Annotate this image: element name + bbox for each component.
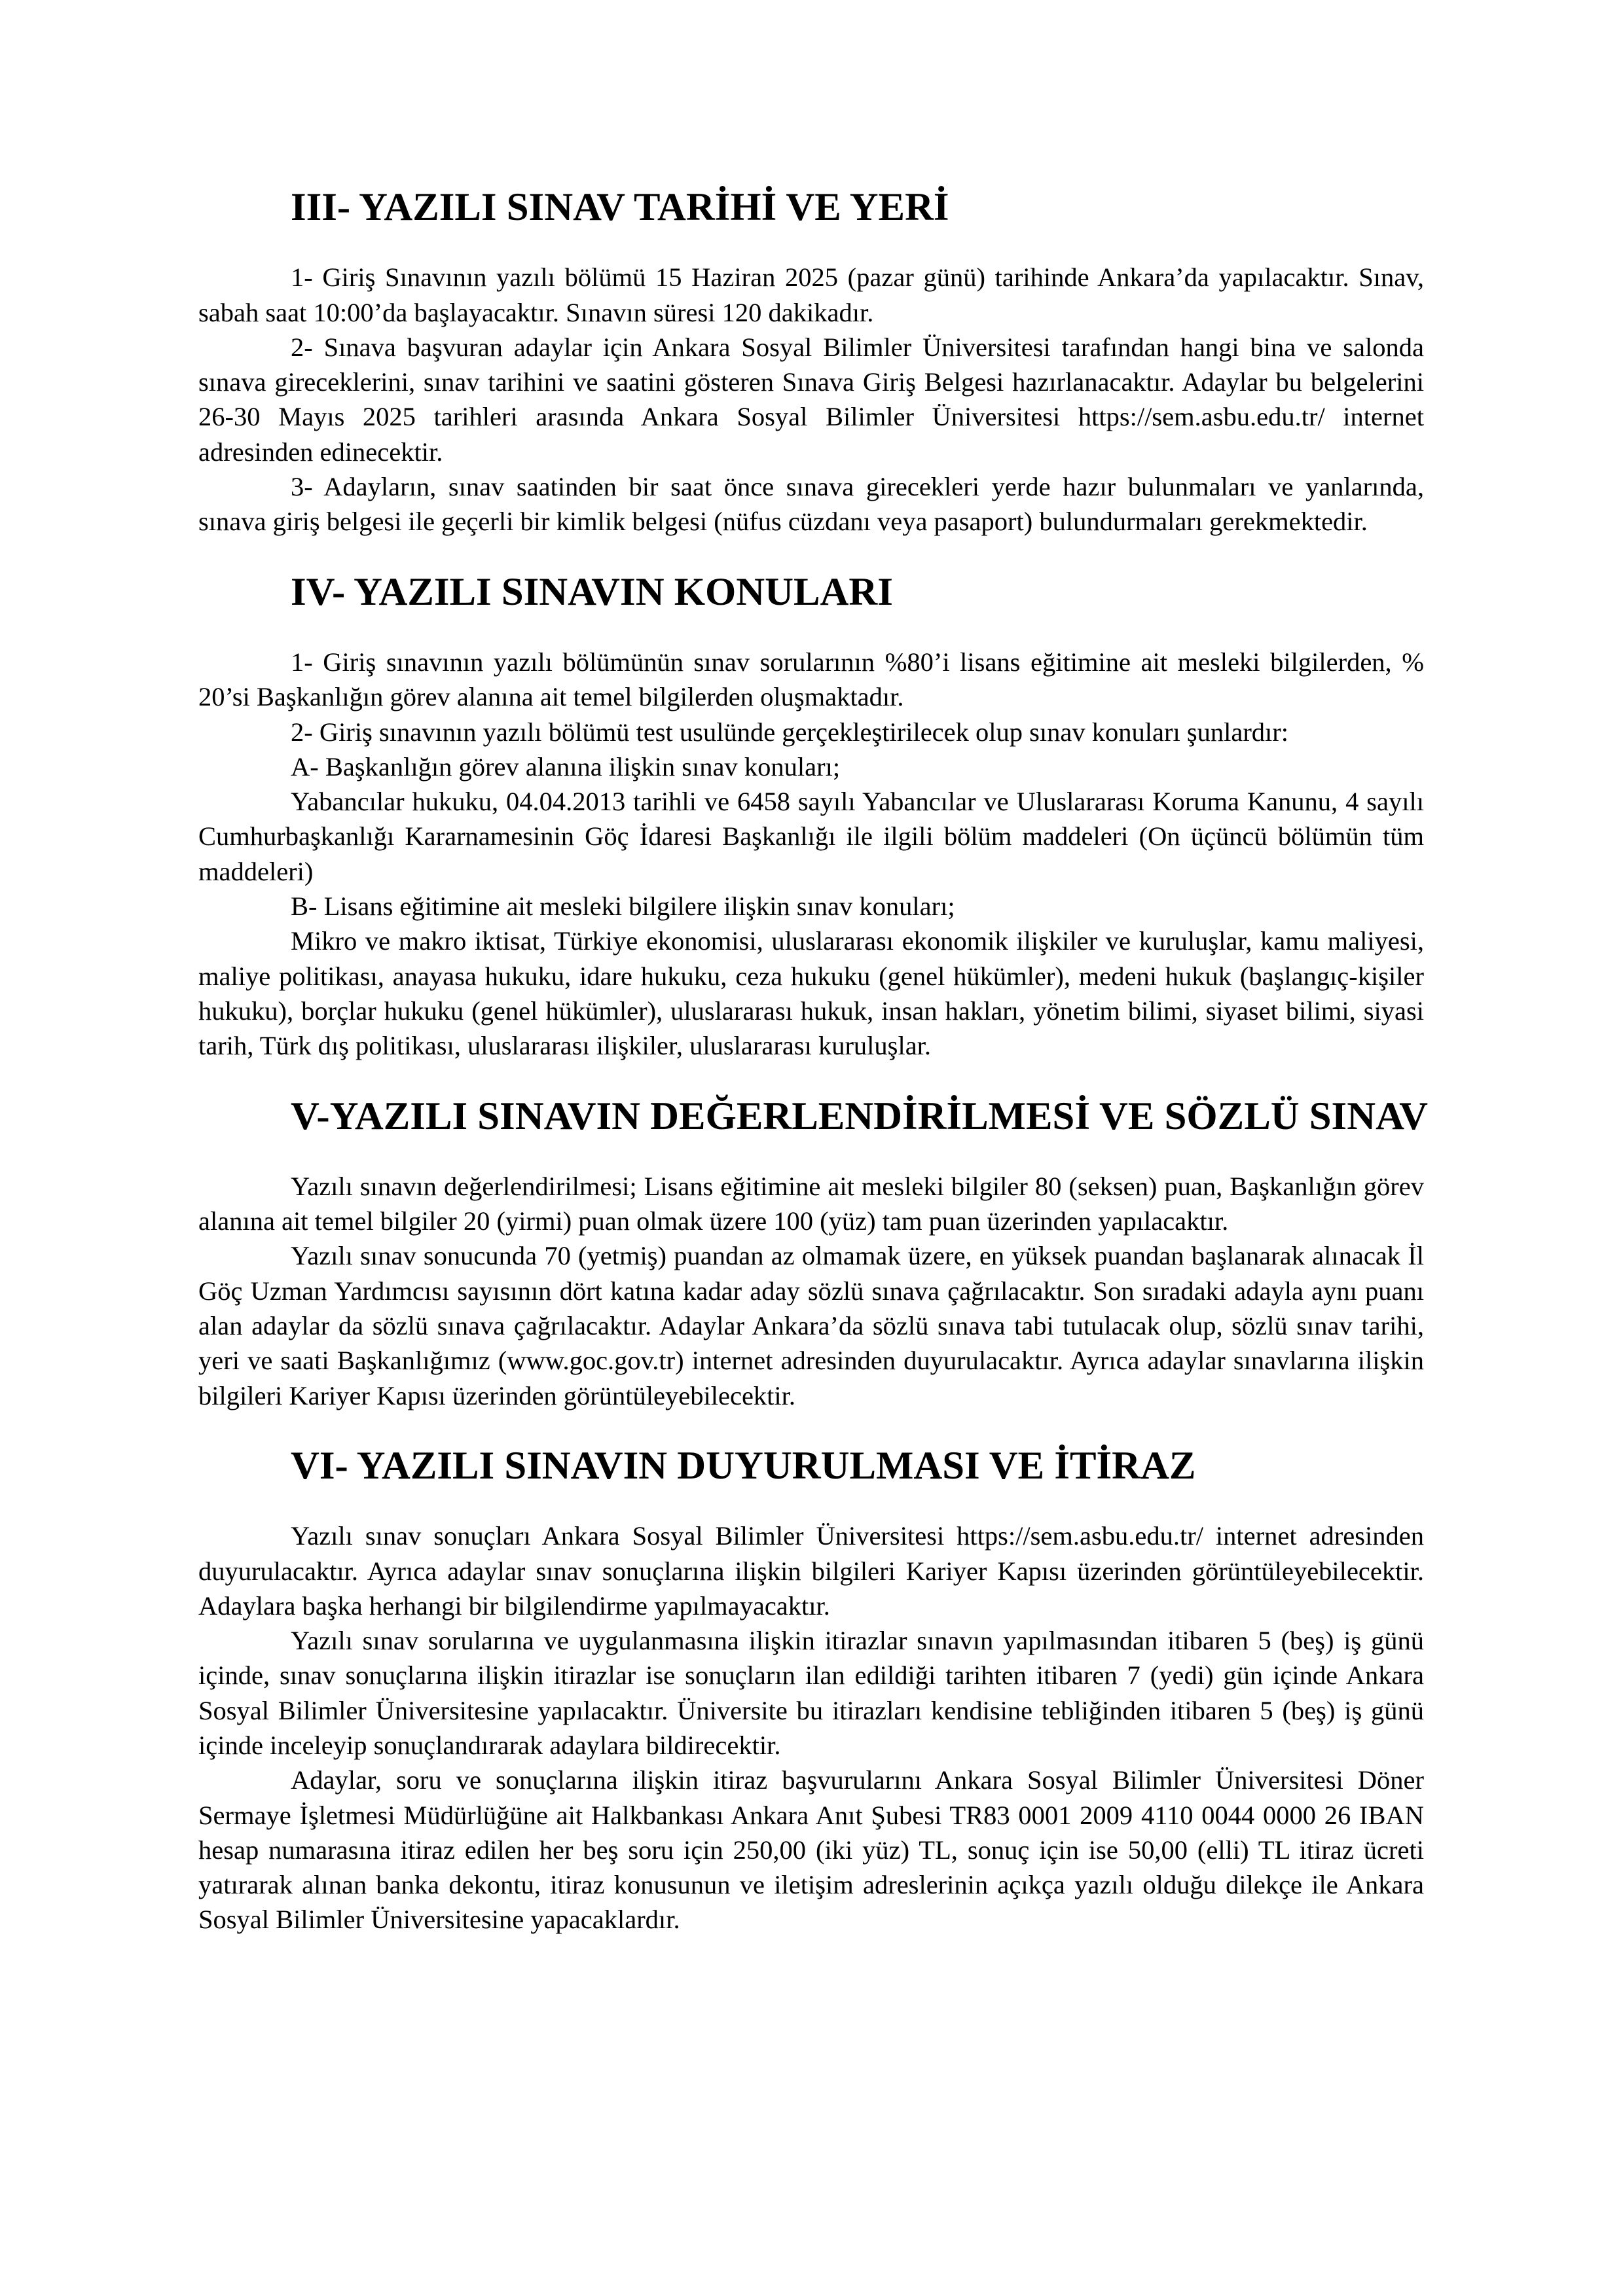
paragraph: A- Başkanlığın görev alanına ilişkin sınav konuları;: [291, 751, 841, 781]
section-yazili-sinav-tarihi: [198, 185, 1424, 539]
paragraph: Adaylar, soru ve sonuçlarına ilişkin itiraz başvurularını Ankara Sosyal Bilimler Üniversitesi Döner Sermaye İşletmesi Müdürlüğüne ait Halkbankası Ankara Anıt Şubesi TR83 0001 2009 4110 0044 0000 26 IBAN hesap numarasına itiraz edilen her beş soru için 250,00 (iki yüz) TL, sonuç için ise 50,00 (elli) TL itiraz ücreti yatırarak alınan banka dekontu, itiraz konusunun ve iletişim adreslerinin açıkça yazılı olduğu dilekçe ile Ankara Sosyal Bilimler Üniversitesine yapacaklardır.: [198, 1765, 1424, 1935]
paragraph: 2- Sınava başvuran adaylar için Ankara Sosyal Bilimler Üniversitesi tarafından hangi bina ve salonda sınava gireceklerini, sınav tarihini ve saatini gösteren Sınava Giriş Belgesi hazırlanacaktır. Adaylar bu belgelerini 26-30 Mayıs 2025 tarihleri arasında Ankara Sosyal Bilimler Üniversitesi https://sem.asbu.edu.tr/ internet adresinden edinecektir.: [198, 332, 1424, 467]
paragraph: B- Lisans eğitimine ait mesleki bilgilere ilişkin sınav konuları;: [291, 891, 955, 922]
paragraph: 1- Giriş sınavının yazılı bölümünün sınav sorularının %80’i lisans eğitimine ait mesleki bilgilerden, % 20’si Başkanlığın görev alanına ait temel bilgilerden oluşmaktadır.: [198, 647, 1424, 712]
section-heading: VI- YAZILI SINAVIN DUYURULMASI VE İTİRAZ: [291, 1443, 1196, 1488]
paragraph: Yazılı sınavın değerlendirilmesi; Lisans eğitimine ait mesleki bilgiler 80 (seksen) puan, Başkanlığın görev alanına ait temel bilgiler 20 (yirmi) puan olmak üzere 100 (yüz) tam puan üzerinden yapılacaktır.: [198, 1171, 1424, 1236]
paragraph: 2- Giriş sınavının yazılı bölümü test usulünde gerçekleştirilecek olup sınav konuları şunlardır:: [291, 717, 1289, 747]
paragraph: Mikro ve makro iktisat, Türkiye ekonomisi, uluslararası ekonomik ilişkiler ve kuruluşlar, kamu maliyesi, maliye politikası, anayasa hukuku, idare hukuku, ceza hukuku (genel hükümler), medeni hukuk (başlangıç-kişiler hukuku), borçlar hukuku (genel hükümler), uluslararası hukuk, insan hakları, yönetim bilimi, siyaset bilimi, siyasi tarih, Türk dış politikası, uluslararası ilişkiler, uluslararası kuruluşlar.: [198, 926, 1424, 1061]
section-degerlendirme-sozlu-sinav: [198, 1094, 1428, 1413]
section-yazili-sinav-konulari: [198, 569, 1424, 1064]
document-body: [198, 185, 1428, 1937]
paragraph: Yabancılar hukuku, 04.04.2013 tarihli ve 6458 sayılı Yabancılar ve Uluslararası Koruma Kanunu, 4 sayılı Cumhurbaşkanlığı Kararnamesinin Göç İdaresi Başkanlığı ile ilgili bölüm maddeleri (On üçüncü bölümün tüm maddeleri): [198, 787, 1424, 886]
paragraph: 1- Giriş Sınavının yazılı bölümü 15 Haziran 2025 (pazar günü) tarihinde Ankara’da yapılacaktır. Sınav, sabah saat 10:00’da başlayacaktır. Sınavın süresi 120 dakikadır.: [198, 262, 1424, 327]
paragraph: Yazılı sınav sonuçları Ankara Sosyal Bilimler Üniversitesi https://sem.asbu.edu.tr/ internet adresinden duyurulacaktır. Ayrıca adaylar sınav sonuçlarına ilişkin bilgileri Kariyer Kapısı üzerinden görüntüleyebilecektir. Adaylara başka herhangi bir bilgilendirme yapılmayacaktır.: [198, 1521, 1424, 1621]
section-heading: III- YAZILI SINAV TARİHİ VE YERİ: [291, 185, 949, 229]
paragraph: Yazılı sınav sonucunda 70 (yetmiş) puandan az olmamak üzere, en yüksek puandan başlanarak alınacak İl Göç Uzman Yardımcısı sayısının dört katına kadar aday sözlü sınava çağrılacaktır. Son sıradaki adayla aynı puanı alan adaylar da sözlü sınava çağrılacaktır. Adaylar Ankara’da sözlü sınava tabi tutulacak olup, sözlü sınav tarihi, yeri ve saati Başkanlığımız (www.goc.gov.tr) internet adresinden duyurulacaktır. Ayrıca adaylar sınavlarına ilişkin bilgileri Kariyer Kapısı üzerinden görüntüleyebilecektir.: [198, 1241, 1424, 1410]
section-heading: IV- YAZILI SINAVIN KONULARI: [291, 569, 893, 614]
section-duyuru-itiraz: [198, 1443, 1424, 1937]
paragraph: 3- Adayların, sınav saatinden bir saat önce sınava girecekleri yerde hazır bulunmaları ve yanlarında, sınava giriş belgesi ile geçerli bir kimlik belgesi (nüfus cüzdanı veya pasaport) bulundurmaları gerekmektedir.: [198, 472, 1424, 537]
paragraph: Yazılı sınav sorularına ve uygulanmasına ilişkin itirazlar sınavın yapılmasından itibaren 5 (beş) iş günü içinde, sınav sonuçlarına ilişkin itirazlar ise sonuçların ilan edildiği tarihten itibaren 7 (yedi) gün içinde Ankara Sosyal Bilimler Üniversitesine yapılacaktır. Üniversite bu itirazları kendisine tebliğinden itibaren 5 (beş) iş günü içinde inceleyip sonuçlandırarak adaylara bildirecektir.: [198, 1626, 1424, 1760]
section-heading: V-YAZILI SINAVIN DEĞERLENDİRİLMESİ VE SÖZLÜ SINAV: [291, 1094, 1428, 1138]
